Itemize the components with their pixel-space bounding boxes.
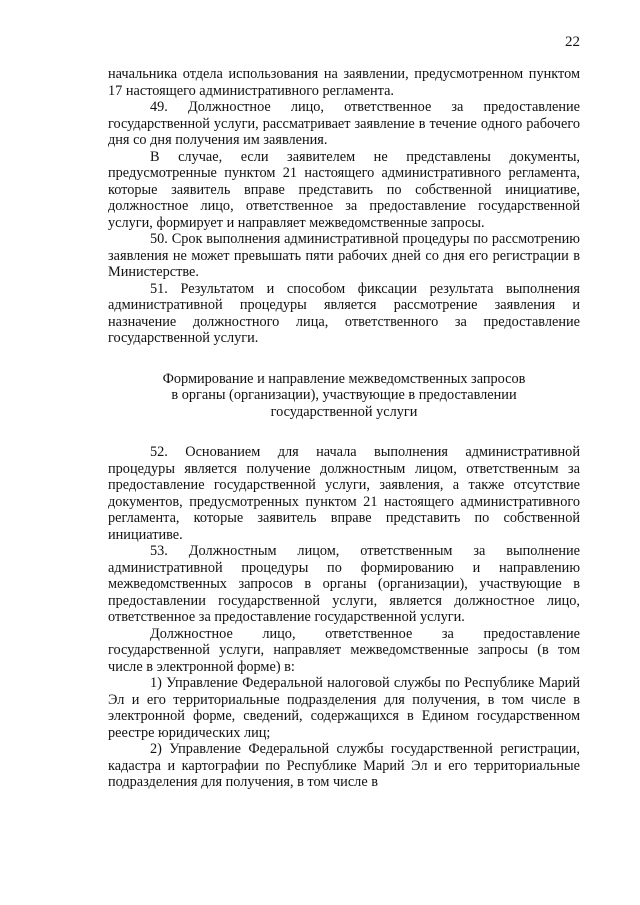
paragraph-52: 52. Основанием для начала выполнения административной процедуры является получение должностным лицом, ответственным за предоставление государственной услуги, заявления, а также отсутствие документов, предусмотренных пунктом 21 настоящего административного регламента, которые заявитель вправе представить по собственной инициативе. xyxy=(108,444,580,543)
paragraph: Должностное лицо, ответственное за предоставление государственной услуги, направляет межведомственные запросы (в том числе в электронной форме) в: xyxy=(108,625,580,675)
heading-line: государственной услуги xyxy=(270,403,418,420)
paragraph-50: 50. Срок выполнения административной процедуры по рассмотрению заявления не может превышать пяти рабочих дней со дня его регистрации в Министерстве. xyxy=(108,231,580,280)
body-text-top xyxy=(108,66,580,347)
heading-line: в органы (организации), участвующие в предоставлении xyxy=(171,387,517,403)
paragraph-51: 51. Результатом и способом фиксации результата выполнения административной процедуры является рассмотрение заявления и назначение должностного лица, ответственного за предоставление государственной услуги. xyxy=(108,280,580,346)
list-item-2: 2) Управление Федеральной службы государственной регистрации, кадастра и картографии по Республике Марий Эл и его территориальные подразделения для получения, в том числе в xyxy=(108,741,580,790)
body-text-bottom xyxy=(108,444,580,791)
heading-line: Формирование и направление межведомственных запросов xyxy=(162,370,526,387)
page-number: 22 xyxy=(565,34,580,50)
paragraph-49: 49. Должностное лицо, ответственное за предоставление государственной услуги, рассматривает заявление в течение одного рабочего дня со дня получения им заявления. xyxy=(108,99,580,148)
list-item-1: 1) Управление Федеральной налоговой службы по Республике Марий Эл и его территориальные подразделения для получения, в том числе в электронной форме, сведений, содержащихся в Едином государственном реестре юридических лиц; xyxy=(108,675,580,741)
paragraph: В случае, если заявителем не представлены документы, предусмотренные пунктом 21 настоящего административного регламента, которые заявитель вправе представить по собственной инициативе, должностное лицо, ответственное за предоставление государственной услуги, формирует и направляет межведомственные запросы. xyxy=(108,148,580,231)
paragraph-53: 53. Должностным лицом, ответственным за выполнение административной процедуры по формированию и направлению межведомственных запросов в органы (организации), участвующие в предоставлении государственной услуги, является должностное лицо, ответственное за предоставление государственной услуги. xyxy=(108,543,580,625)
section-heading xyxy=(108,371,580,421)
paragraph: начальника отдела использования на заявлении, предусмотренном пунктом 17 настоящего административного регламента. xyxy=(108,66,580,99)
